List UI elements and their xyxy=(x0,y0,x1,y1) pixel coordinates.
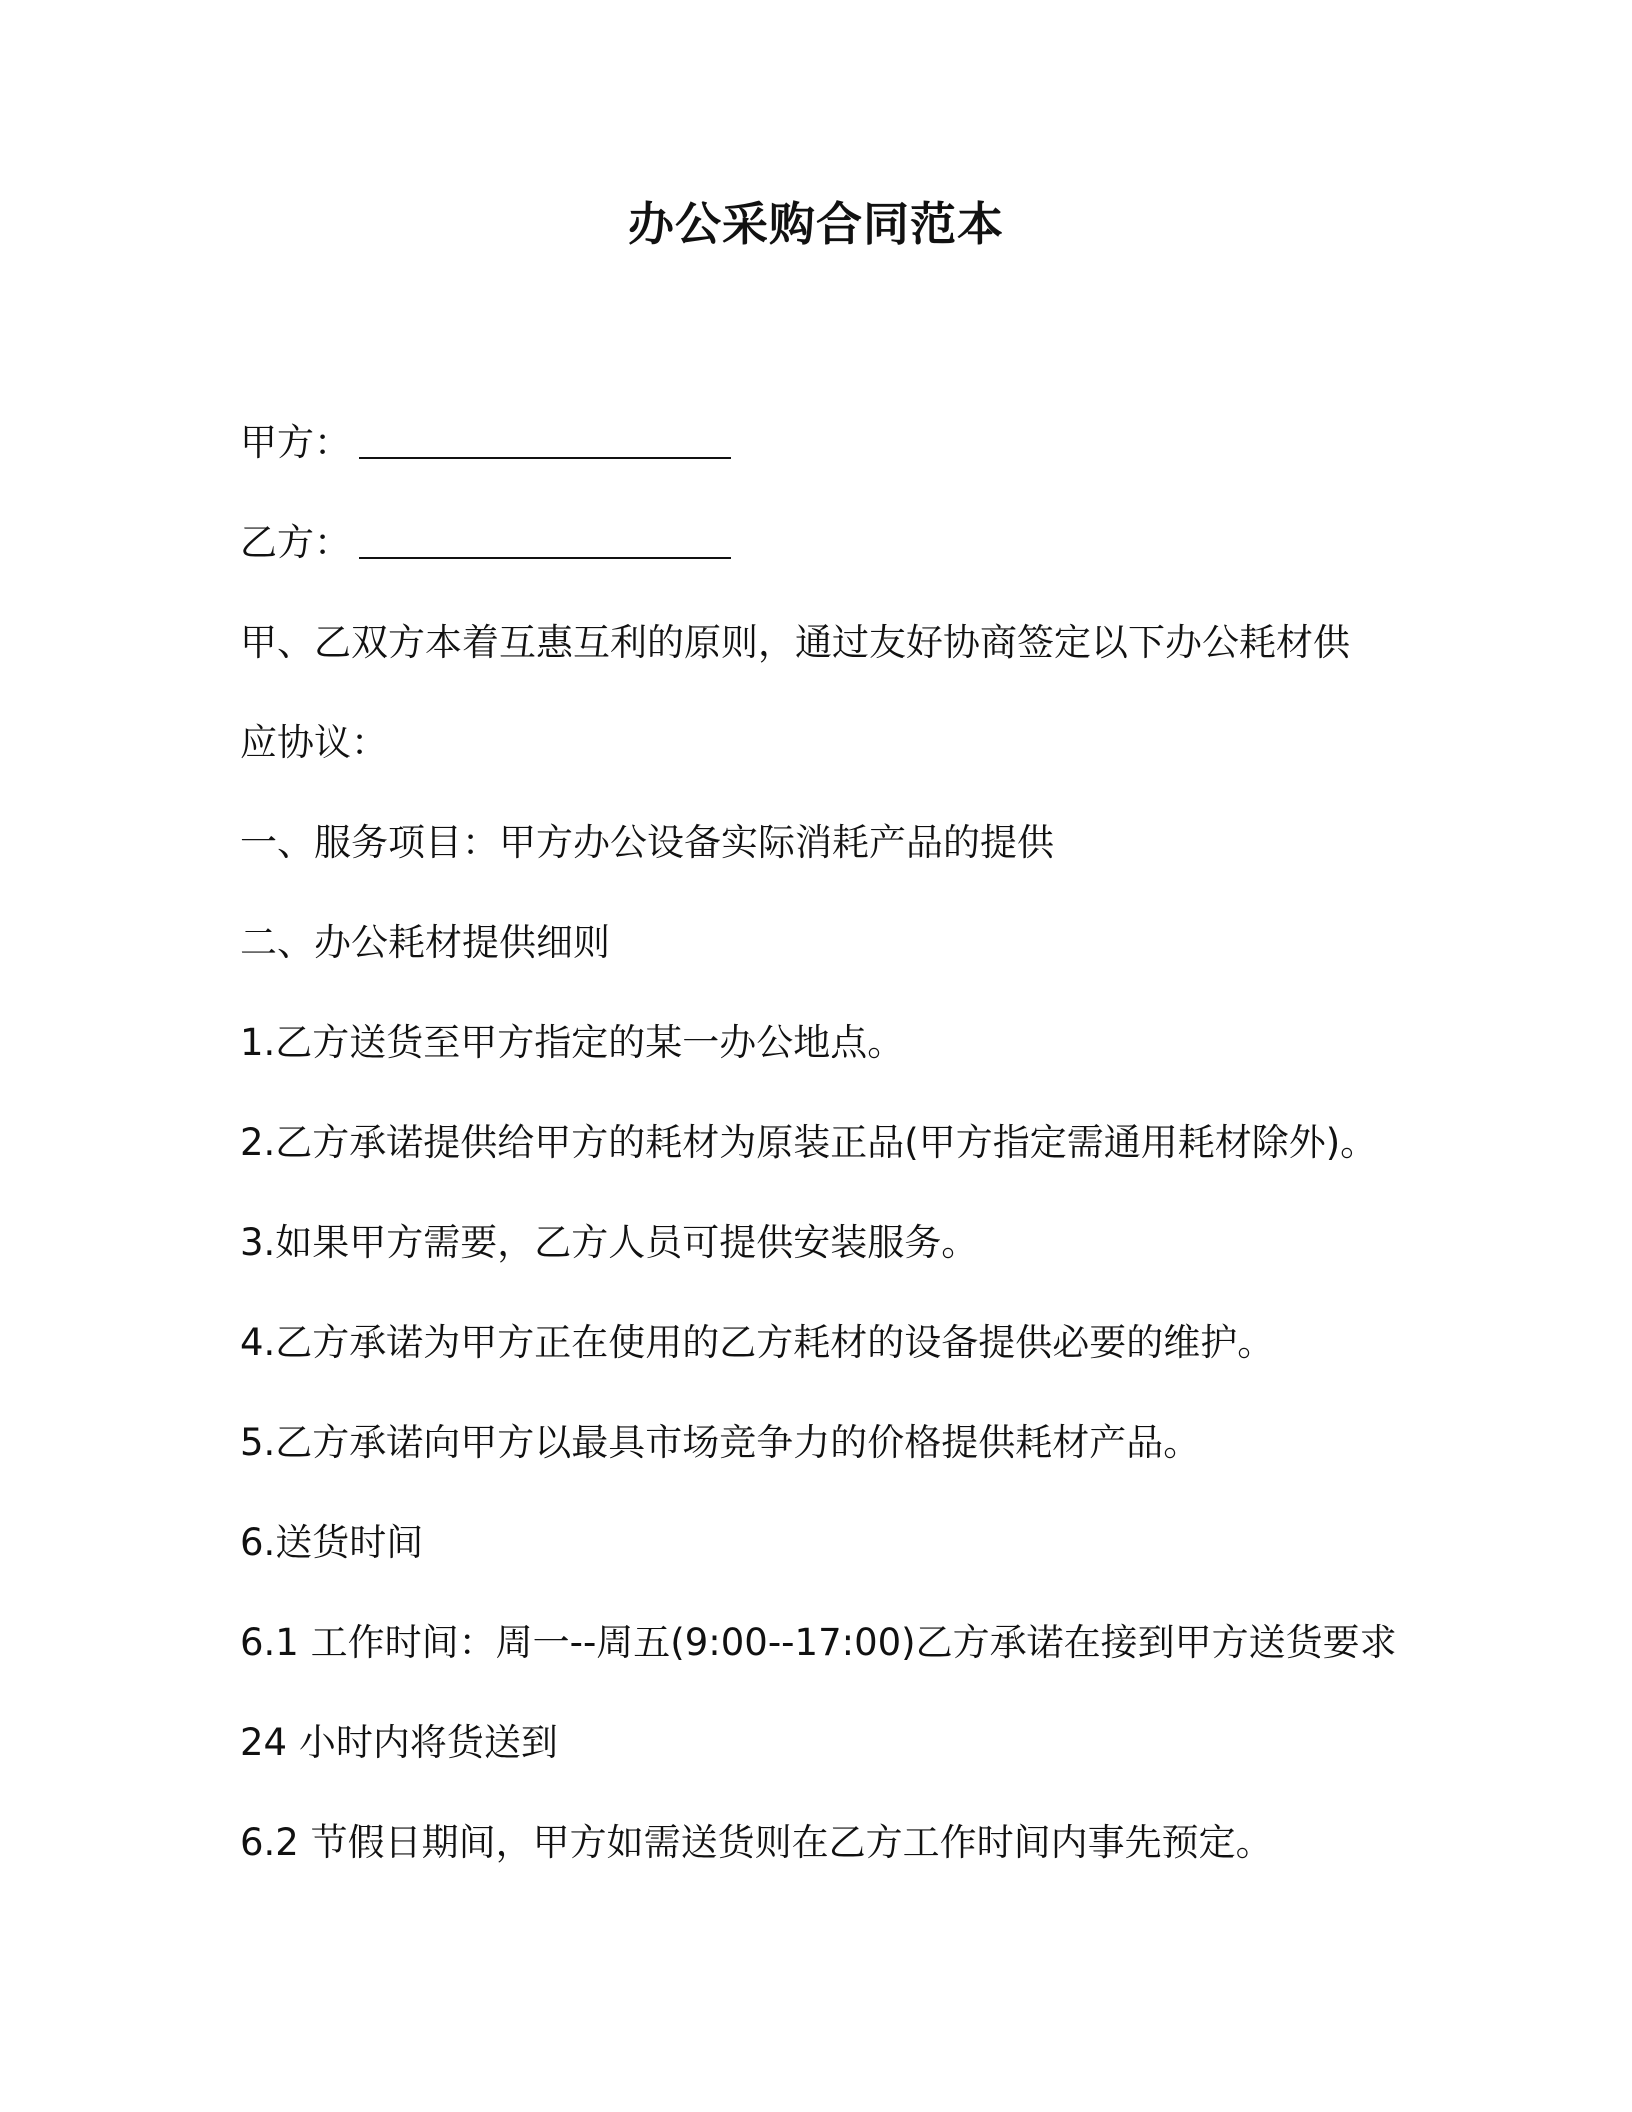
clause-6-1-line-2: 24 小时内将货送到 xyxy=(240,1721,558,1764)
clause-4: 4.乙方承诺为甲方正在使用的乙方耗材的设备提供必要的维护。 xyxy=(240,1321,1275,1364)
clause-3: 3.如果甲方需要，乙方人员可提供安装服务。 xyxy=(240,1221,979,1264)
party-b-line xyxy=(240,518,731,568)
intro-line-2: 应协议： xyxy=(240,721,388,764)
party-b-label: 乙方： xyxy=(240,521,351,564)
party-a-label: 甲方： xyxy=(240,421,351,464)
party-a-blank xyxy=(359,427,731,459)
party-a-line xyxy=(240,418,731,468)
clause-1: 1.乙方送货至甲方指定的某一办公地点。 xyxy=(240,1021,905,1064)
clause-6-1-line-1: 6.1 工作时间：周一--周五(9:00--17:00)乙方承诺在接到甲方送货要求 xyxy=(240,1621,1397,1664)
clause-2: 2.乙方承诺提供给甲方的耗材为原装正品(甲方指定需通用耗材除外)。 xyxy=(240,1121,1378,1164)
clause-6-2: 6.2 节假日期间，甲方如需送货则在乙方工作时间内事先预定。 xyxy=(240,1821,1273,1864)
clause-5: 5.乙方承诺向甲方以最具市场竞争力的价格提供耗材产品。 xyxy=(240,1421,1201,1464)
document-title: 办公采购合同范本 xyxy=(628,197,1004,251)
clause-6-heading: 6.送货时间 xyxy=(240,1521,424,1564)
intro-line-1: 甲、乙双方本着互惠互利的原则，通过友好协商签定以下办公耗材供 xyxy=(240,621,1350,664)
section-1-heading: 一、服务项目：甲方办公设备实际消耗产品的提供 xyxy=(240,821,1054,864)
section-2-heading: 二、办公耗材提供细则 xyxy=(240,921,610,964)
party-b-blank xyxy=(359,527,731,559)
